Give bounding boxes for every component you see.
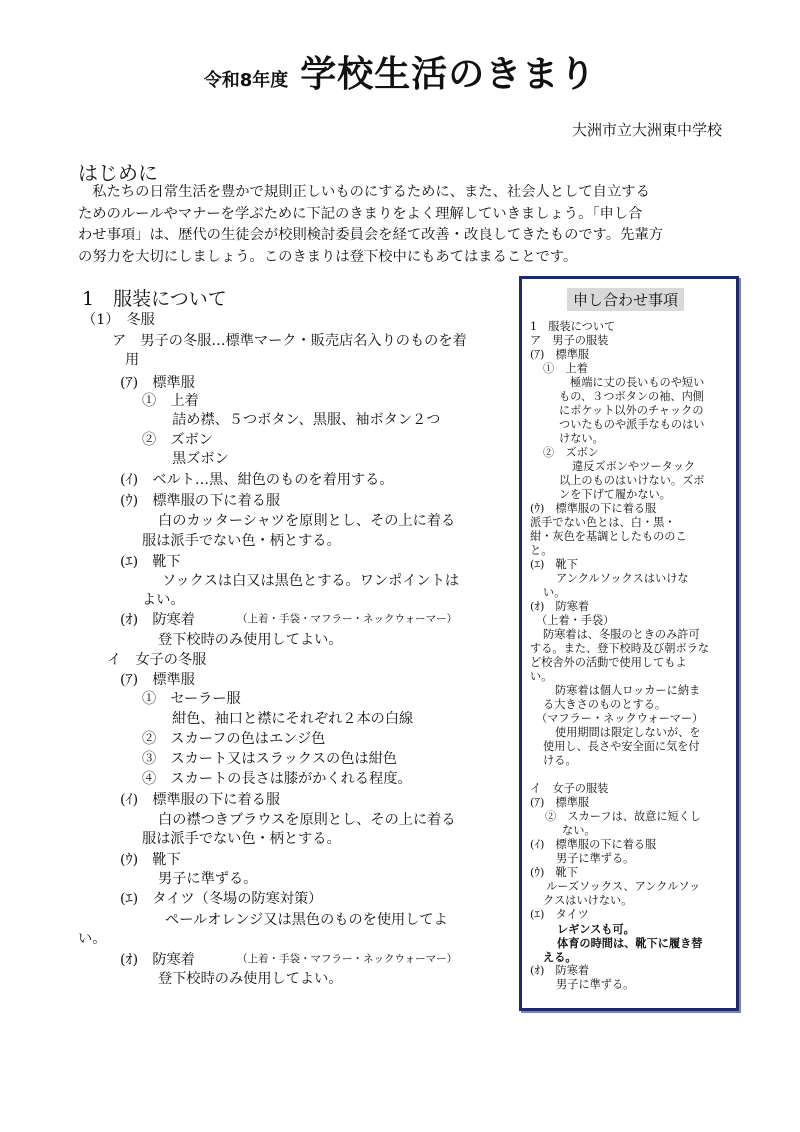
item-note: （上着・手袋・マフラー・ネックウォーマー） [237, 613, 458, 625]
item-line: (ｵ) 防寒着 [120, 952, 195, 968]
agreement-line: にポケット以外のチャックの [559, 404, 704, 417]
agreement-line: ア 男子の服装 [530, 334, 609, 347]
agreement-line: イ 女子の服装 [530, 782, 609, 795]
agreement-line: アンクルソックスはいけな [556, 572, 689, 585]
item-line: 白の襟つきブラウスを原則とし、その上に着る [158, 812, 456, 828]
item-line: ④ スカートの長さは膝がかくれる程度。 [142, 771, 412, 787]
item-line: ② ズボン [142, 432, 213, 448]
agreement-line: もの、３つボタンの袖、内側 [559, 390, 704, 403]
agreement-line: ① 上着 [543, 362, 588, 375]
agreement-line: と。 [530, 544, 553, 557]
item-line: よい。 [142, 592, 185, 608]
item-line: 白のカッターシャツを原則とし、その上に着る [158, 513, 456, 529]
page-header [0, 46, 800, 97]
year-label: 令和8年度 [203, 70, 289, 91]
agreement-line: 使用し、長さや安全面に気を付 [543, 740, 700, 753]
item-line: ② スカーフの色はエンジ色 [142, 731, 326, 747]
agreement-line: 派手でない色とは、白・黒・ [530, 516, 676, 529]
item-line: ア 男子の冬服…標準マーク・販売店名入りのものを着 [112, 333, 467, 349]
agreement-line: レギンスも可。 [557, 922, 635, 936]
item-line: 服は派手でない色・柄とする。 [142, 831, 341, 847]
agreement-line: (ｱ) 標準服 [530, 348, 590, 361]
item-line: (ｴ) タイツ（冬場の防寒対策） [120, 891, 323, 907]
item-line: (ｱ) 標準服 [120, 375, 195, 391]
item-line: （1） 冬服 [82, 312, 155, 328]
item-line: い。 [78, 931, 107, 947]
agreement-line: ンを下げて履かない。 [559, 488, 671, 501]
agreement-line: 以上のものはいけない。ズボ [559, 474, 705, 487]
agreement-line: 紺・灰色を基調としたもののこ [530, 530, 687, 543]
agreement-line: 防寒着は個人ロッカーに納ま [555, 684, 701, 697]
agreement-line: る大きさのものとする。 [543, 698, 667, 711]
item-line: (ｵ) 防寒着 [120, 612, 195, 628]
agreement-line: ついたものや派手なものはい [559, 418, 705, 431]
agreement-line: (ｴ) タイツ [530, 908, 589, 921]
item-line: ① 上着 [142, 393, 199, 409]
item-line: ① セーラー服 [142, 691, 241, 707]
agreement-line: (ｱ) 標準服 [530, 796, 590, 809]
agreement-line: (ｵ) 防寒着 [530, 600, 590, 613]
agreement-line: クスはいけない。 [543, 894, 633, 907]
item-line: 男子に準ずる。 [158, 871, 258, 887]
agreement-line: (ｲ) 標準服の下に着る服 [530, 838, 657, 851]
item-line: イ 女子の冬服 [107, 652, 207, 668]
agreement-line: える。 [543, 950, 577, 964]
item-line: 登下校時のみ使用してよい。 [158, 971, 343, 987]
agreement-line: ない。 [562, 824, 596, 837]
agreement-line: 極端に丈の長いものや短い [570, 376, 705, 389]
agreement-line: ける。 [543, 754, 577, 767]
agreement-line: けない。 [559, 432, 604, 445]
item-line: 紺色、袖口と襟にそれぞれ２本の白線 [172, 711, 414, 727]
item-line: 登下校時のみ使用してよい。 [158, 632, 343, 648]
agreement-line: 体育の時間は、靴下に履き替 [557, 936, 703, 950]
item-line: 詰め襟、５つボタン、黒服、袖ボタン２つ [172, 412, 441, 428]
agreement-line: ルーズソックス、アンクルソッ [546, 880, 701, 893]
agreement-line: 1 服装について [530, 320, 616, 333]
agreement-line: 防寒着は、冬服のときのみ許可 [543, 628, 700, 641]
section-heading: 1 服装について [82, 288, 227, 310]
agreement-line: い。 [530, 670, 553, 683]
intro-line: わせ事項」は、歴代の生徒会が校則検討委員会を経て改善・改良してきたものです。先輩方 [78, 227, 664, 243]
item-line: (ｲ) ベルト…黒、紺色のものを着用する。 [120, 472, 394, 488]
item-line: ソックスは白又は黒色とする。ワンポイントは [162, 573, 460, 589]
item-line: 用 [125, 352, 140, 368]
page-title: 学校生活のきまり [300, 54, 597, 95]
item-line: (ｱ) 標準服 [120, 672, 195, 688]
item-line: (ｳ) 標準服の下に着る服 [120, 493, 281, 509]
agreement-line: (ｳ) 靴下 [530, 866, 578, 879]
intro-line: の努力を大切にしましょう。このきまりは登下校中にもあてはまることです。 [78, 248, 578, 265]
agreement-line: 違反ズボンやツータック [572, 460, 696, 473]
item-line: 黒ズボン [172, 451, 229, 467]
item-line: ③ スカート又はスラックスの色は紺色 [142, 751, 397, 767]
agreement-line: する。また、登下校時及び朝ボラな [530, 642, 710, 655]
agreement-line: 男子に準ずる。 [556, 978, 635, 991]
agreement-line: ② ズボン [543, 446, 599, 459]
agreement-line: (ｴ) 靴下 [530, 558, 578, 571]
item-line: (ｲ) 標準服の下に着る服 [120, 792, 281, 808]
agreement-line: ② スカーフは、故意に短くし [545, 810, 702, 823]
intro-paragraph [78, 182, 726, 268]
agreement-line: 男子に準ずる。 [556, 852, 635, 865]
agreement-line: （上着・手袋） [536, 614, 615, 627]
item-line: ペールオレンジ又は黒色のものを使用してよ [165, 912, 448, 928]
agreement-line: ど校舎外の活動で使用してもよ [530, 656, 687, 669]
agreement-line: (ｳ) 標準服の下に着る服 [530, 502, 657, 515]
school-name: 大洲市立大洲東中学校 [571, 121, 722, 139]
item-line: 服は派手でない色・柄とする。 [142, 533, 341, 549]
item-line: (ｳ) 靴下 [120, 852, 181, 868]
item-line: (ｴ) 靴下 [120, 554, 181, 570]
agreement-title: 申し合わせ事項 [567, 288, 684, 311]
intro-line: 私たちの日常生活を豊かで規則正しいものにするために、また、社会人として自立する [92, 184, 650, 200]
intro-heading: はじめに [78, 161, 158, 185]
item-note: （上着・手袋・マフラー・ネックウォーマー） [237, 953, 458, 965]
agreement-line: い。 [543, 586, 566, 599]
intro-line: ためのルールやマナーを学ぶために下記のきまりをよく理解していきましょう。「申し合 [78, 205, 643, 222]
agreement-line: 使用期間は限定しないが、を [555, 726, 701, 739]
agreement-line: （マフラー・ネックウォーマー） [536, 712, 704, 725]
agreement-line: (ｵ) 防寒着 [530, 964, 590, 977]
